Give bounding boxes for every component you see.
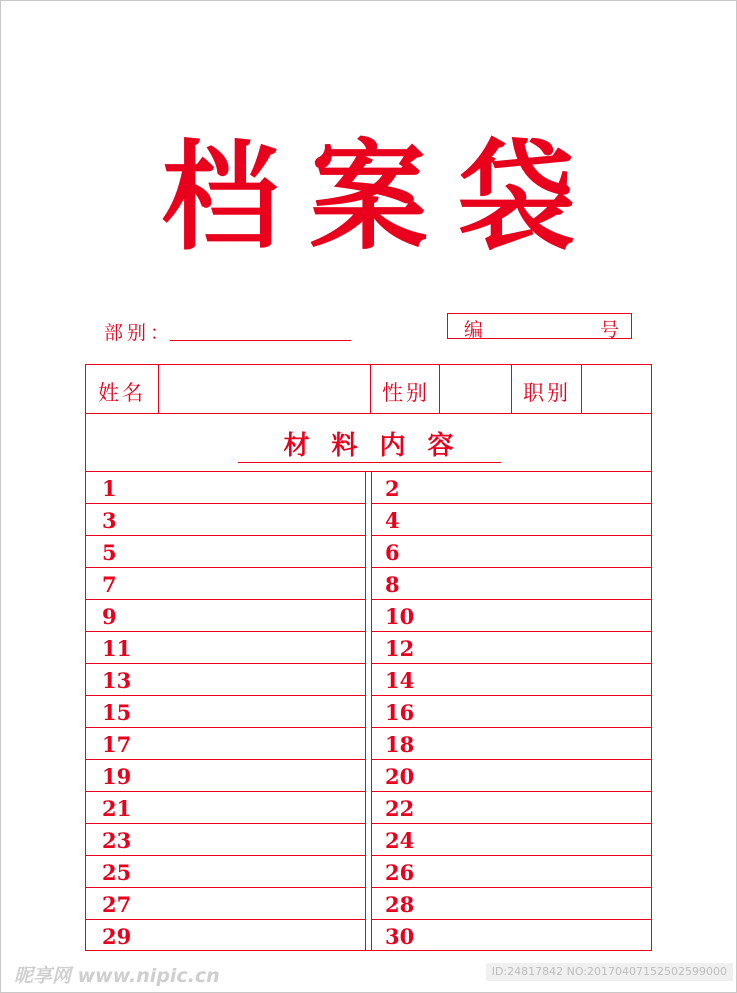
divider	[86, 471, 651, 472]
item-number-left: 9	[102, 604, 117, 629]
item-number-left: 3	[102, 508, 117, 533]
section-underline	[238, 462, 501, 463]
section-title: 材料内容	[283, 431, 476, 461]
item-number-left: 25	[102, 860, 132, 885]
item-number-left: 11	[102, 636, 132, 661]
item-number-right: 22	[385, 796, 415, 821]
code-field[interactable]	[447, 313, 632, 339]
item-number-right: 4	[385, 508, 400, 533]
code-label-left: 编	[464, 319, 484, 341]
column-divider	[365, 471, 366, 951]
divider	[439, 365, 440, 413]
row-divider	[86, 855, 365, 856]
divider	[511, 365, 512, 413]
item-number-right: 18	[385, 732, 415, 757]
row-divider	[86, 919, 365, 920]
row-divider	[86, 567, 365, 568]
item-number-right: 20	[385, 764, 415, 789]
item-number-left: 13	[102, 668, 132, 693]
row-divider	[372, 503, 651, 504]
row-divider	[372, 695, 651, 696]
department-field-line[interactable]	[170, 340, 351, 341]
item-number-left: 1	[102, 476, 117, 501]
item-number-right: 16	[385, 700, 415, 725]
row-divider	[86, 599, 365, 600]
row-divider	[372, 631, 651, 632]
item-number-left: 7	[102, 572, 117, 597]
item-number-right: 8	[385, 572, 400, 597]
divider	[581, 365, 582, 413]
row-divider	[372, 599, 651, 600]
row-divider	[372, 823, 651, 824]
row-divider	[372, 791, 651, 792]
row-divider	[372, 887, 651, 888]
code-label-right: 号	[599, 319, 619, 341]
row-divider	[86, 823, 365, 824]
record-table	[85, 364, 652, 951]
row-divider	[86, 535, 365, 536]
item-number-right: 14	[385, 668, 415, 693]
item-number-right: 6	[385, 540, 400, 565]
item-number-right: 12	[385, 636, 415, 661]
row-divider	[86, 631, 365, 632]
item-number-left: 23	[102, 828, 132, 853]
row-divider	[86, 663, 365, 664]
row-divider	[372, 727, 651, 728]
column-divider	[371, 471, 372, 951]
row-divider	[372, 567, 651, 568]
row-divider	[372, 919, 651, 920]
item-number-left: 15	[102, 700, 132, 725]
item-number-left: 27	[102, 892, 132, 917]
item-number-left: 21	[102, 796, 132, 821]
divider	[370, 365, 371, 413]
row-divider	[372, 855, 651, 856]
gender-label: 性别	[382, 381, 430, 405]
item-number-right: 30	[385, 924, 415, 949]
item-number-left: 5	[102, 540, 117, 565]
department-label: 部别：	[104, 322, 174, 344]
divider	[86, 413, 651, 414]
divider	[158, 365, 159, 413]
name-label: 姓名	[98, 381, 146, 405]
item-number-left: 29	[102, 924, 132, 949]
item-number-left: 19	[102, 764, 132, 789]
item-number-right: 26	[385, 860, 415, 885]
item-number-right: 28	[385, 892, 415, 917]
item-number-right: 10	[385, 604, 415, 629]
watermark-logo: 昵享网 www.nipic.cn	[14, 965, 220, 987]
row-divider	[86, 695, 365, 696]
item-number-right: 24	[385, 828, 415, 853]
row-divider	[86, 503, 365, 504]
row-divider	[372, 535, 651, 536]
row-divider	[372, 759, 651, 760]
row-divider	[86, 791, 365, 792]
item-number-left: 17	[102, 732, 132, 757]
watermark-id: ID:24817842 NO:20170407152502599000	[486, 963, 733, 981]
row-divider	[86, 887, 365, 888]
document-title: 档案袋	[161, 127, 606, 266]
row-divider	[372, 663, 651, 664]
position-label: 职别	[523, 381, 571, 405]
item-number-right: 2	[385, 476, 400, 501]
row-divider	[86, 759, 365, 760]
row-divider	[86, 727, 365, 728]
